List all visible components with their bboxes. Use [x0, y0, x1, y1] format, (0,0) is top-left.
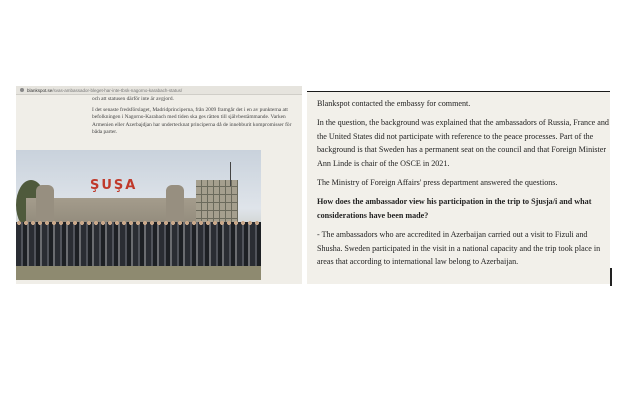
top-divider: [307, 91, 610, 92]
right-paragraph: Blankspot contacted the embassy for comment.: [317, 99, 471, 108]
right-paragraph: The Ministry of Foreign Affairs' press department answered the questions.: [317, 178, 558, 188]
group-photo: [16, 150, 261, 280]
url-path: /svas-ambassador-bleget-har-inte-tbsk-nagorno-karabach-status/: [52, 87, 183, 93]
photo-crowd: [16, 222, 261, 268]
right-article-panel: [307, 91, 610, 284]
interview-question: How does the ambassador view his participation in the trip to Sjusja/i and what considerations have been made?: [317, 197, 592, 220]
left-paragraph: och att statusen därför inte är avgjord.: [92, 96, 174, 102]
photo-ground: [16, 266, 261, 280]
photo-flagpole: [230, 162, 231, 186]
scrollbar-edge[interactable]: [610, 268, 612, 286]
photo-crowd-heads: [16, 220, 261, 226]
photo-sign-text: ŞUŞA: [90, 178, 138, 193]
left-article-panel: [16, 86, 302, 284]
site-icon: [20, 88, 24, 92]
right-paragraph: In the question, the background was explained that the ambassadors of Russia, France and the United States did not participate with reference to the peace processes. Part of the background is that Sweden has a permanent seat on the council and that Foreign Minister Ann Linde is chair of the OSCE in 2021.: [317, 118, 609, 168]
address-bar[interactable]: [16, 86, 302, 95]
url-domain: blankspot.se: [27, 87, 53, 93]
left-paragraph: I det senaste fredsförslaget, Madridprinciperna, från 2009 framgår det i en av punkterna att befolkningen i Nagorno-Karabach med tiden ska ges rätten till självbestämmande. Varken Armenien eller Azerbajdjan har undertecknat principerna då de innebburit kompromisser för båda parter.: [92, 107, 292, 135]
interview-answer: - The ambassadors who are accredited in Azerbaijan carried out a visit to Fizuli and Shusha. Sweden participated in the visit in a national capacity and the trip took place in areas that according to international law belong to Azerbaijan.: [317, 230, 601, 267]
right-article-text: [317, 97, 609, 274]
left-article-text: [92, 96, 298, 140]
